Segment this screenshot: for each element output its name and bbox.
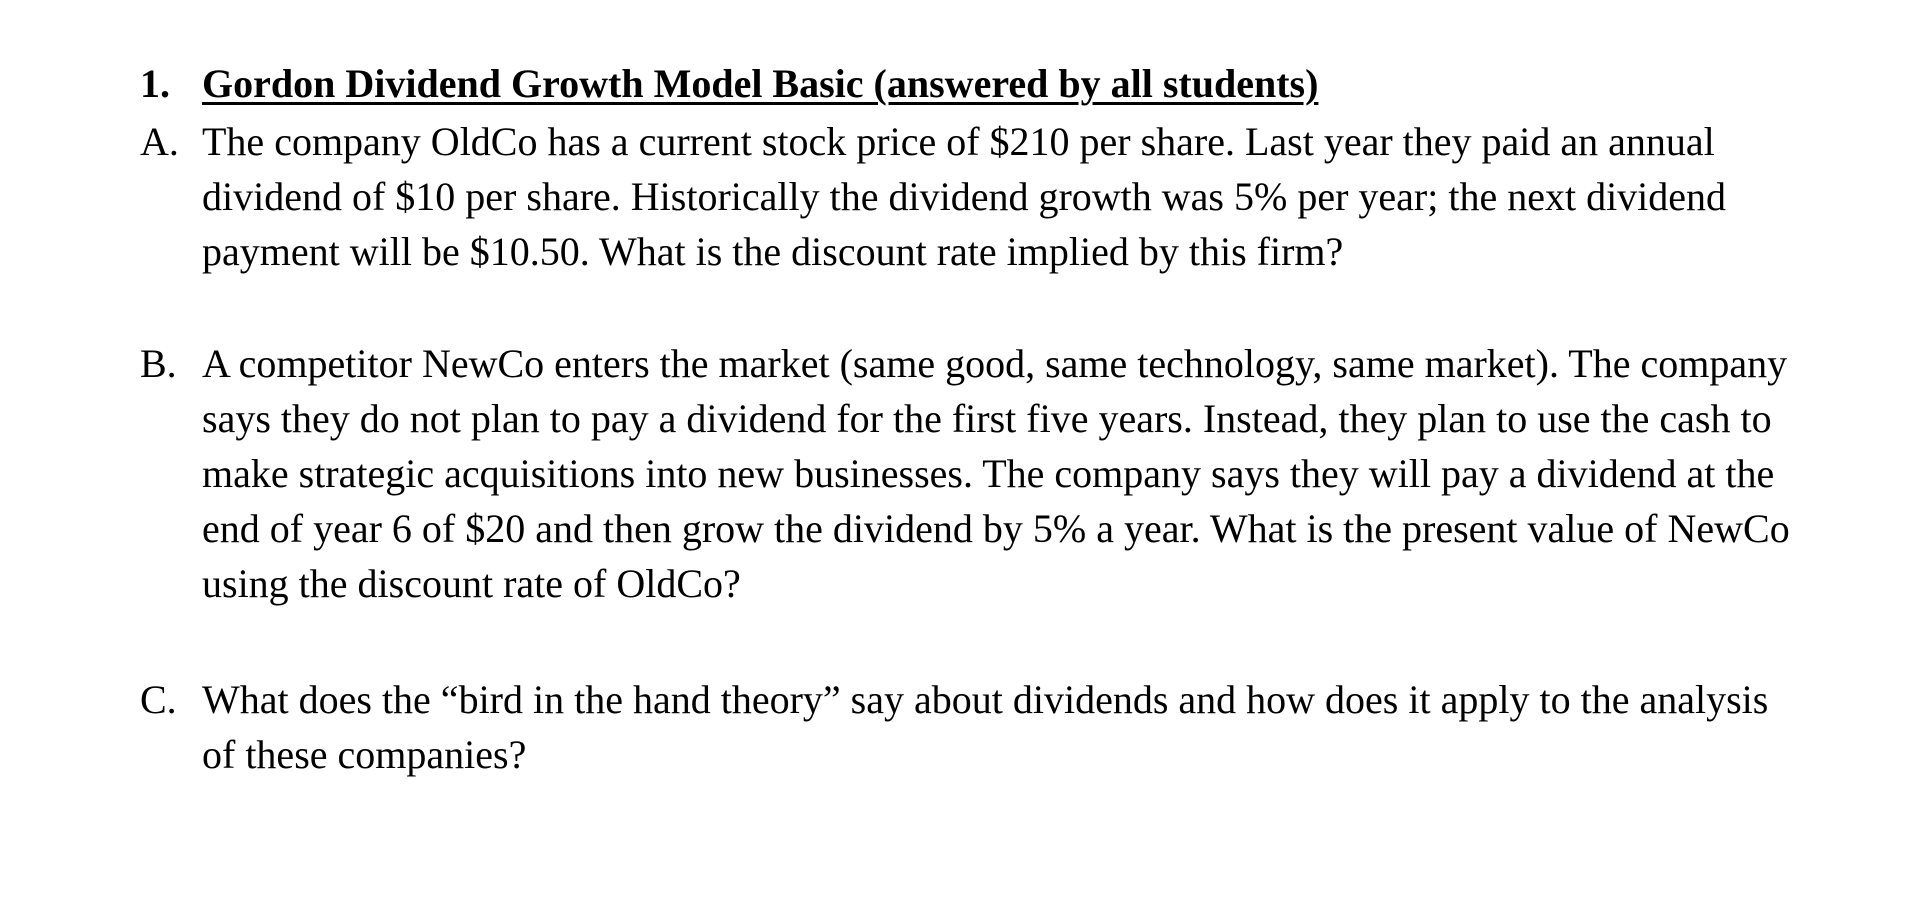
part-a-marker: A. [140,119,179,164]
part-b-text: A competitor NewCo enters the market (same good, same technology, same market). The company says they do not plan to pay a dividend for the first five years. Instead, they plan to use the cash to make strategic acquisitions into new businesses. The company says they will pay a dividend at the end of year 6 of $20 and then grow the dividend by 5% a year. What is the present value of NewCo using the discount rate of OldCo? [202,341,1790,606]
question-heading [140,56,1840,111]
question-part-b [140,336,1800,611]
part-c-text: What does the “bird in the hand theory” say about dividends and how does it apply to the analysis of these companies? [202,677,1769,777]
part-c-marker: C. [140,677,177,722]
question-part-a [140,114,1800,279]
question-part-c [140,672,1800,782]
question-number: 1. [140,61,170,106]
part-a-text: The company OldCo has a current stock price of $210 per share. Last year they paid an annual dividend of $10 per share. Historically the dividend growth was 5% per year; the next dividend payment will be $10.50. What is the discount rate implied by this firm? [202,119,1727,274]
part-b-marker: B. [140,341,177,386]
question-title: Gordon Dividend Growth Model Basic (answered by all students) [202,61,1319,106]
